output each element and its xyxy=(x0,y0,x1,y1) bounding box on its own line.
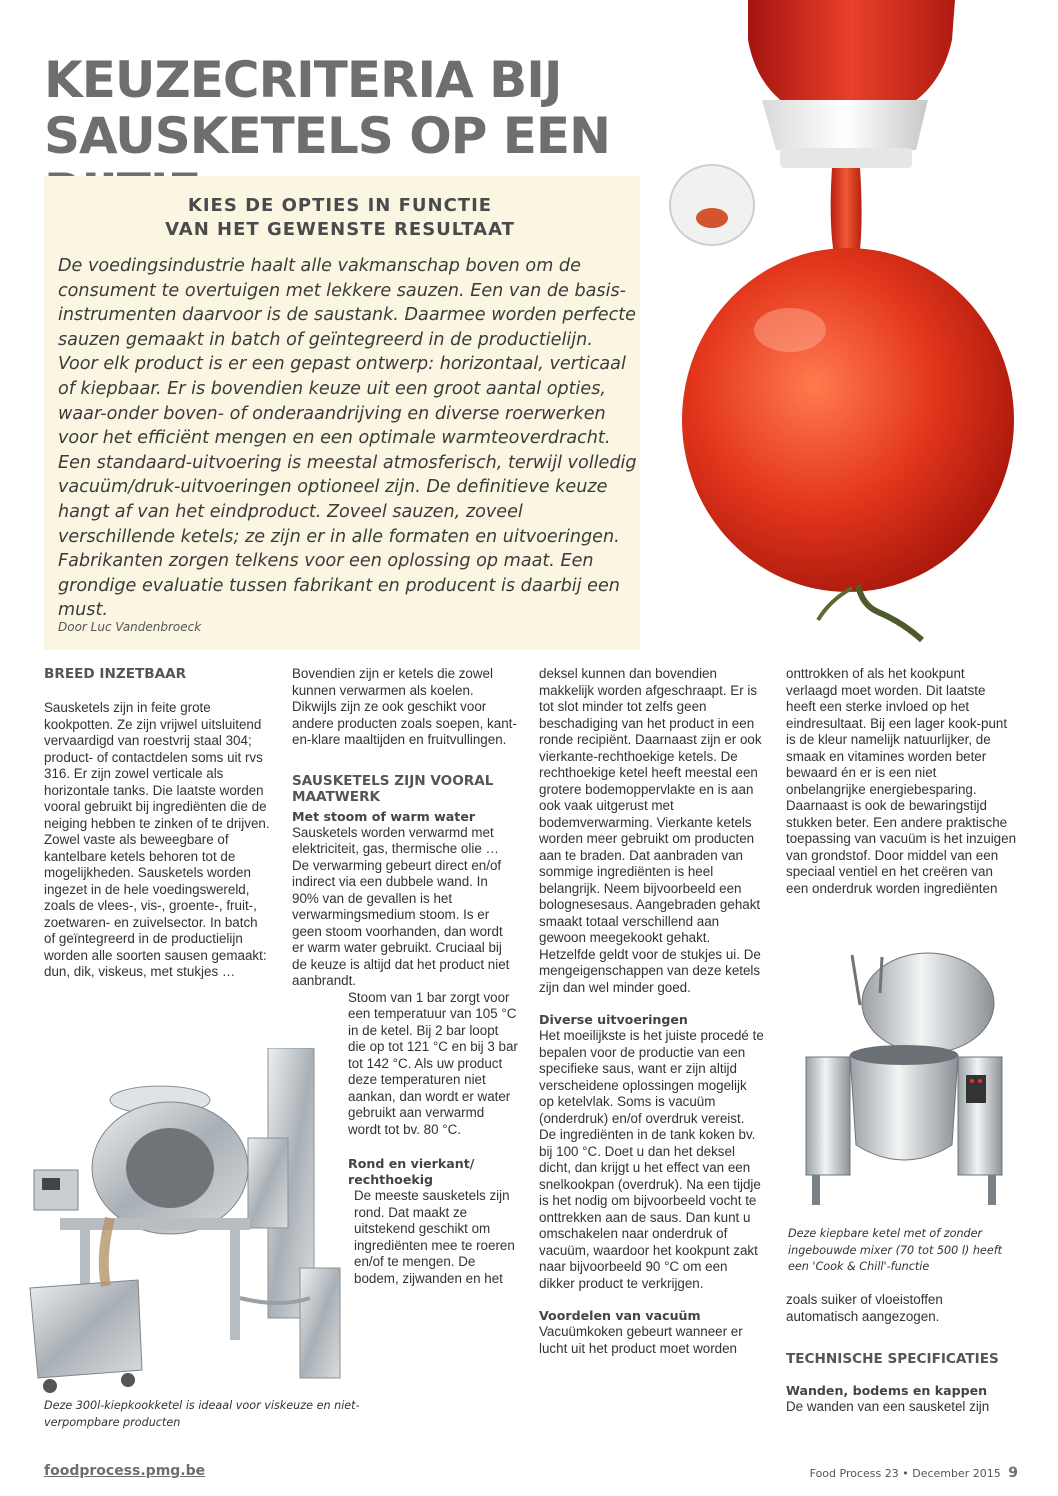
column-4-continued xyxy=(786,1292,1016,1416)
intro-subtitle xyxy=(0,194,680,242)
paragraph: De meeste sausketels zijn rond. Dat maakt ze uitstekend geschikt om ingrediënten mee te roeren en/of te mengen. De bodem, zijwanden en het xyxy=(354,1188,515,1286)
column-3 xyxy=(539,666,765,1357)
footer-issue: Food Process 23 • December 2015 xyxy=(809,1467,1001,1480)
page-number: 9 xyxy=(1008,1465,1018,1481)
subheading: Rond en vierkant/ rechthoekig xyxy=(348,1156,475,1187)
paragraph: Sausketels zijn in feite grote kookpotten. Ze zijn vrijwel uitsluitend vervaardigd van roestvrij staal 304; product- of contactdelen soms uit rvs 316. Er zijn zowel verticale als horizontale tanks. Die laatste worden vooral gebruikt bij ingrediënten die de neiging hebben te zinken of te drijven. Zowel vaste als beweegbare of kantelbare ketels behoren tot de mogelijkheden. Sausketels worden ingezet in de hele voedingswereld, zoals de vlees-, vis-, groente-, fruit-, zoetwaren- en zuivelsector. In batch of geïntegreerd in de productielijn worden alle soorten sausen gemaakt: dun, dik, viskeus, met stukjes … xyxy=(44,700,270,979)
paragraph: Vacuümkoken gebeurt wanneer er lucht uit het product moet worden xyxy=(539,1324,743,1356)
tilting-kettle-machine-illustration xyxy=(20,1048,355,1398)
paragraph: zoals suiker of vloeistoffen automatisch aangezogen. xyxy=(786,1292,943,1324)
paragraph: Sausketels worden verwarmd met elektriciteit, gas, thermische olie … De verwarming gebeurt direct en/of indirect via een dubbele wand. In 90% van de gevallen is het verwarmingsmedium stoom. Is er geen stoom voorhanden, dan wordt er warm water gebruikt. Cruciaal bij de keuze is altijd dat het product niet aanbrandt. xyxy=(292,824,510,988)
subheading: Diverse uitvoeringen xyxy=(539,1012,688,1027)
column-4 xyxy=(786,666,1016,897)
kiepbare-ketel-illustration xyxy=(800,945,1010,1215)
subheading: Wanden, bodems en kappen xyxy=(786,1383,988,1398)
footer-issue-info xyxy=(810,1465,1018,1481)
byline: Door Luc Vandenbroeck xyxy=(58,620,202,634)
paragraph: Stoom van 1 bar zorgt voor een temperatuur van 105 °C in de ketel. Bij 2 bar loopt die op tot 121 °C en bij 3 bar tot 142 °C. Als uw product deze temperaturen niet aankan, dan wordt er water gebruikt aan verwarmd wordt tot bv. 80 °C. xyxy=(348,989,518,1137)
intro-subtitle-line-1: KIES DE OPTIES IN FUNCTIE xyxy=(187,195,493,216)
paragraph: De wanden van een sausketel zijn xyxy=(786,1399,990,1414)
paragraph: Het moeilijkste is het juiste procedé te bepalen voor de productie van een specifieke saus, want er zijn altijd verscheidene oplossingen mogelijk op ketelvlak. Soms is vacuüm (onderdruk) en/of overdruk vereist. De ingrediënten in de tank koken bv. bij 100 °C. Doet u dan het deksel dicht, dan krijgt u het effect van een snelkookpan (overdruk). Na een tijdje is het nodig om bijvoorbeeld vocht te onttrekken aan de saus. Dan kunt u omschakelen naar onderdruk of vacuüm, waardoor het kookpunt zakt naar bijvoorbeeld 90 °C om een dikker product te verkrijgen. xyxy=(539,1028,764,1291)
paragraph: deksel kunnen dan bovendien makkelijk worden afgeschraapt. Er is tot slot minder tot zelfs geen beschadiging van het product in een ronde recipiënt. Daarnaast zijn er ook vierkante-rechthoekige ketels. De rechthoekige ketel heeft meestal een grotere bodemoppervlakte en is aan ook vaak uitgerust met bodemverwarming. Vierkante ketels worden meer gebruikt om producten aan te braden. Dat aanbraden van sommige ingrediënten is heel belangrijk. Neem bijvoorbeeld een bolognesesaus. Aangebraden gehakt smaakt totaal verschillend aan gewoon meegekookt gehakt. Hetzelfde geldt voor de stukjes ui. De mengeigenschappen van deze ketels zijn dan wel minder goed. xyxy=(539,666,762,995)
headline-line-2: SAUSKETELS OP EEN xyxy=(44,107,610,165)
caption-right: Deze kiepbare ketel met of zonder ingebouwde mixer (70 tot 500 l) heeft een 'Cook & Chill'-functie xyxy=(788,1227,1003,1273)
section-heading: SAUSKETELS ZIJN VOORAL MAATWERK xyxy=(292,772,494,805)
footer-url[interactable]: foodprocess.pmg.be xyxy=(44,1463,206,1479)
headline-line-1: KEUZECRITERIA BIJ xyxy=(44,51,562,109)
column-1 xyxy=(44,666,272,981)
paragraph: Bovendien zijn er ketels die zowel kunnen verwarmen als koelen. Dikwijls zijn ze ook geschikt voor andere producten zoals soepen, kant-en-klare maaltijden en fruitvullingen. xyxy=(292,666,517,747)
subheading: Voordelen van vacuüm xyxy=(539,1308,701,1323)
intro-text: De voedingsindustrie haalt alle vakmanschap boven om de consument te overtuigen met lekkere sauzen. Een van de basis-instrumenten daarvoor is de saustank. Daarmee worden perfecte sauzen gemaakt in batch of geïntegreerd in de productielijn. Voor elk product is er een gepast ontwerp: horizontaal, verticaal of kiepbaar. Er is bovendien keuze uit een groot aantal opties, waar-onder boven- of onderaandrijving en diverse roerwerken voor het efficiënt mengen en een optimale warmteoverdracht. Een standaard-uitvoering is meestal atmosferisch, terwijl volledig vacuüm/druk-uitvoeringen optioneel zijn. De definitieve keuze hangt af van het eindproduct. Zoveel sauzen, zoveel verschillende ketels; ze zijn er in alle formaten en uitvoeringen. Fabrikanten zorgen telkens voor een oplossing op maat. Een grondige evaluatie tussen fabrikant en producent is daarbij een must. xyxy=(58,256,637,621)
subheading: Met stoom of warm water xyxy=(292,808,476,824)
section-heading: BREED INZETBAAR xyxy=(44,666,187,682)
paragraph: onttrokken of als het kookpunt verlaagd moet worden. Dit laatste heeft een sterke invloed op het eindresultaat. Bij een lager kook-punt is de kleur namelijk natuurlijker, de smaak en vitamines worden beter bewaard én er is een niet onbelangrijke energiebesparing. Daarnaast is ook de bewaringstijd stukken beter. Een andere praktische toepassing van vacuüm is het inzuigen van grondstof. Door middel van een speciaal ventiel en het creëren van een onderdruk worden ingrediënten xyxy=(786,666,1017,896)
section-heading: TECHNISCHE SPECIFICATIES xyxy=(786,1351,999,1367)
intro-subtitle-line-2: VAN HET GEWENSTE RESULTAAT xyxy=(165,219,515,240)
caption-left: Deze 300l-kiepkookketel is ideaal voor viskeuze en niet-verpompbare producten xyxy=(44,1399,360,1429)
